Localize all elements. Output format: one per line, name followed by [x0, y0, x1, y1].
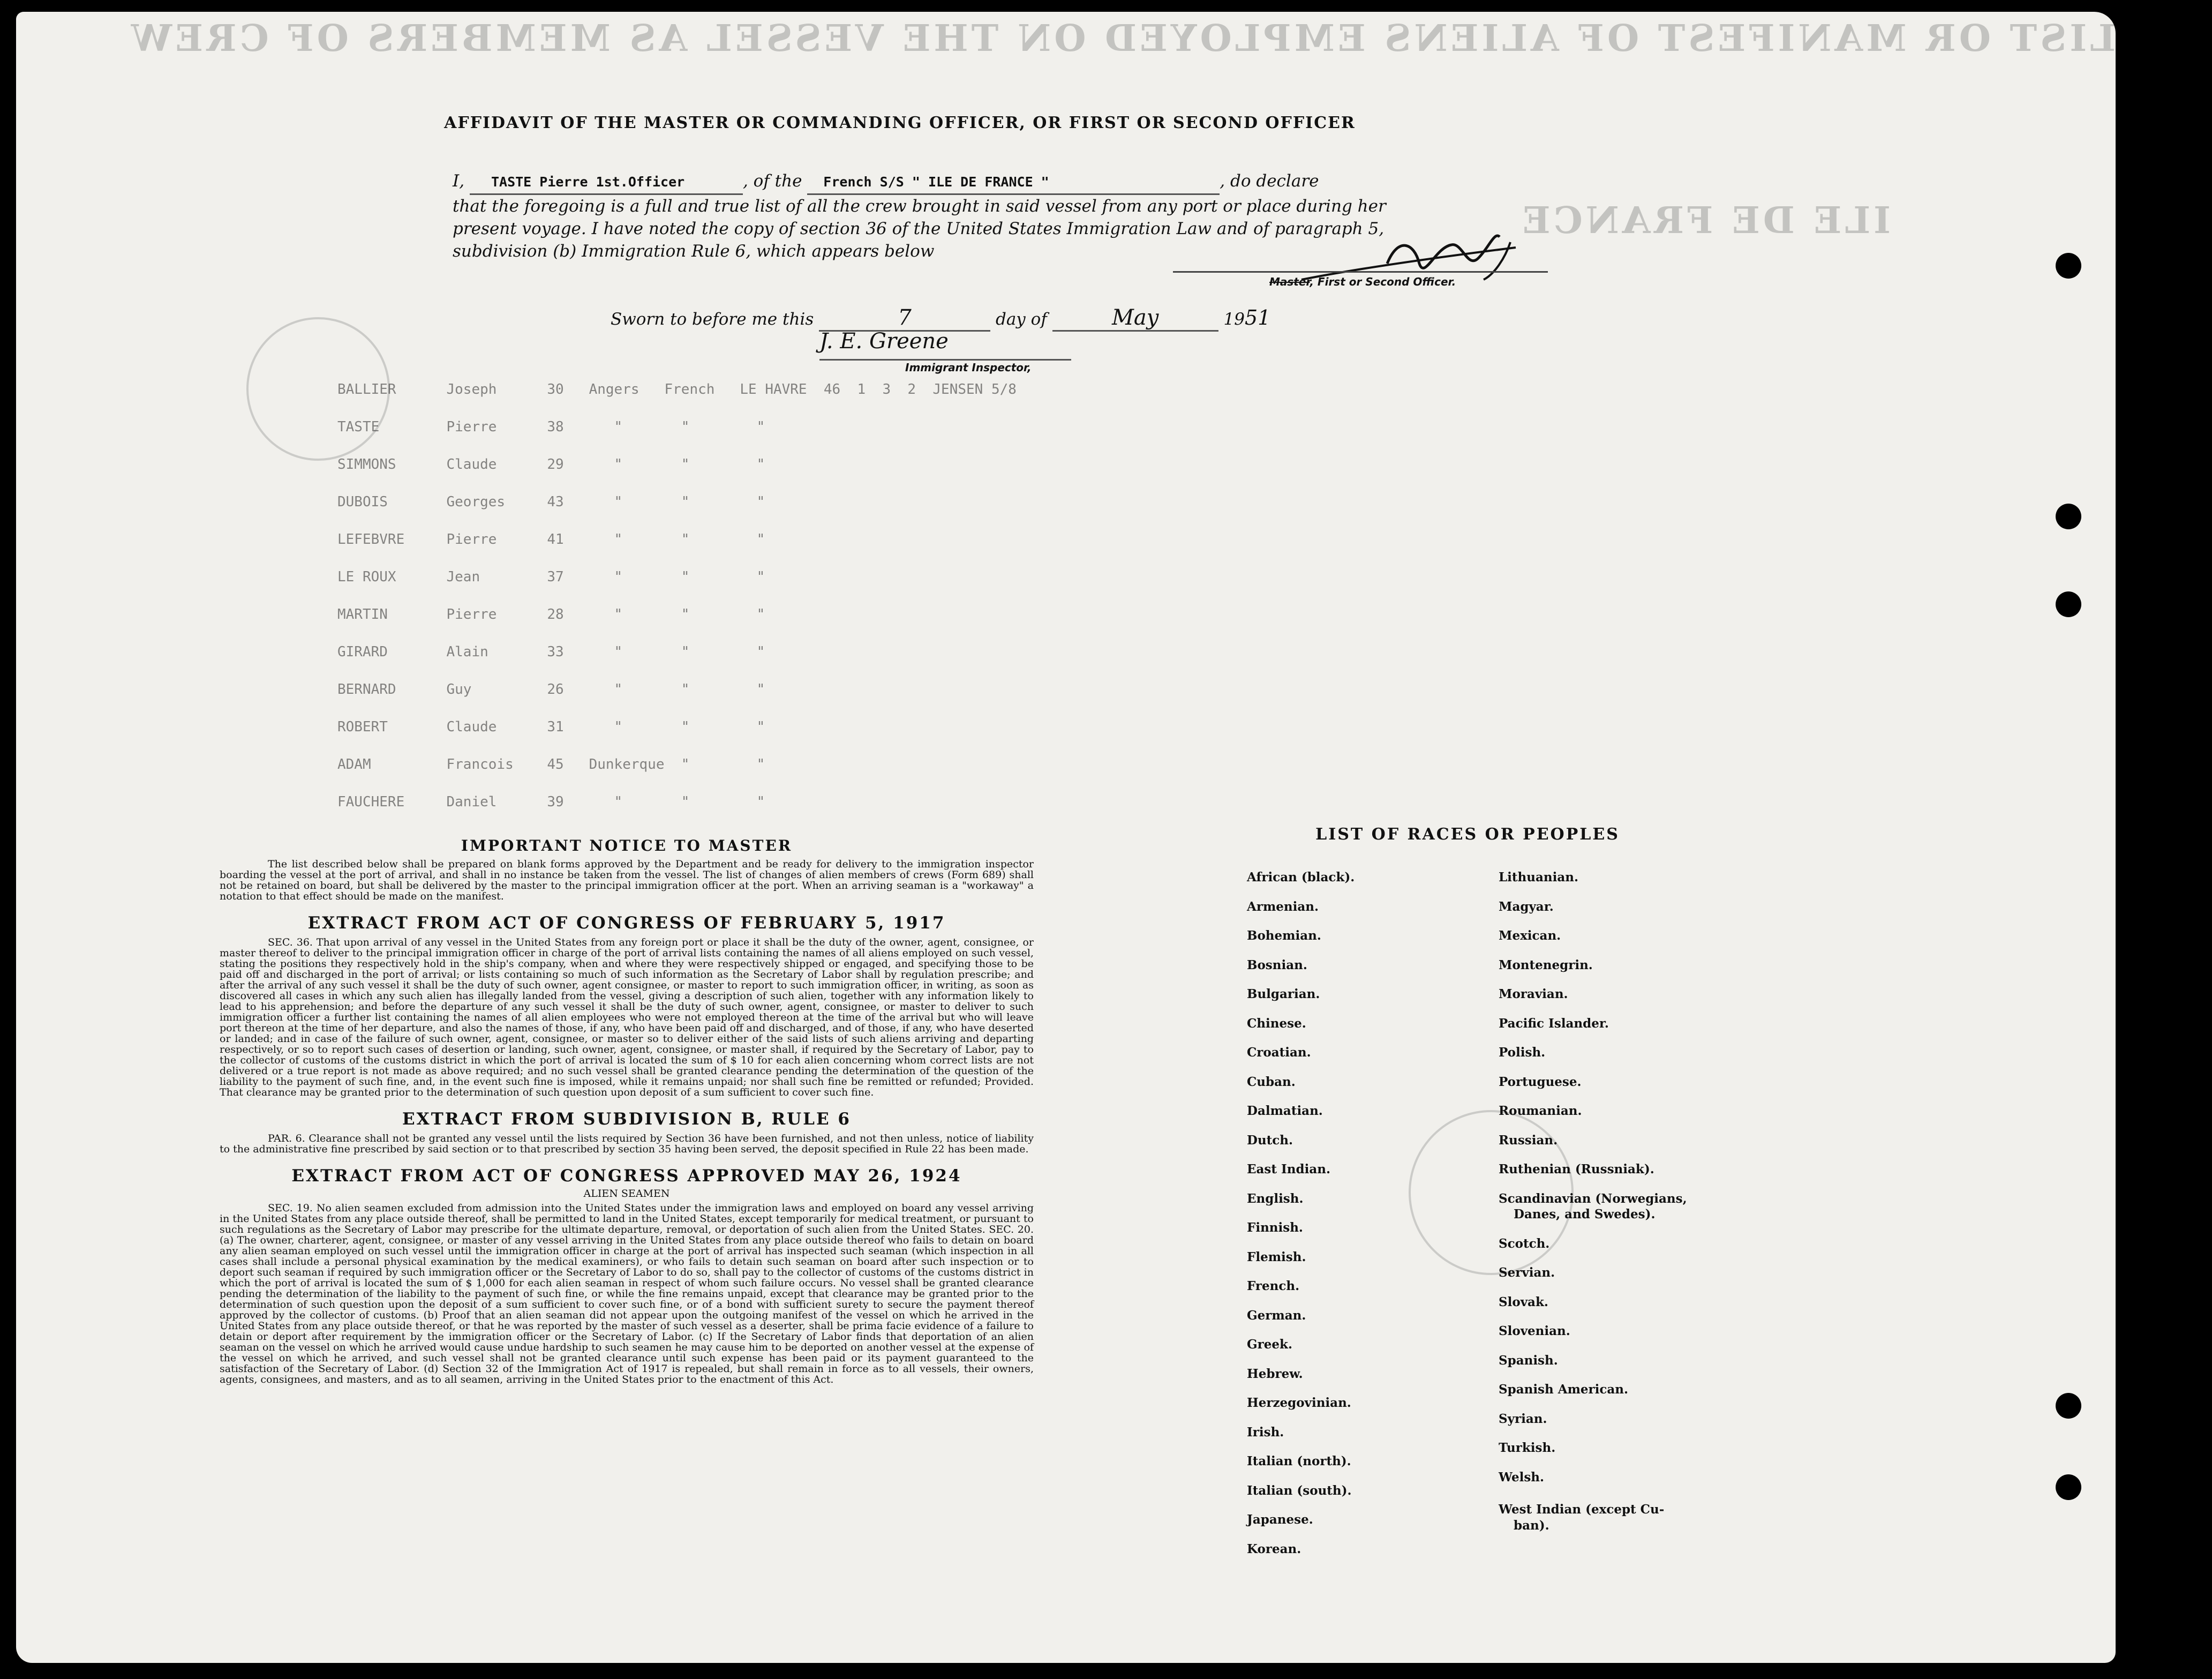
extract-1924-title: EXTRACT FROM ACT OF CONGRESS APPROVED MAY 26, 1924: [291, 1166, 962, 1186]
punch-hole: [2056, 253, 2081, 279]
race-item: Chinese.: [1247, 1016, 1306, 1031]
bleed-through-row: LE ROUX Jean 37 " " ": [337, 569, 765, 585]
manifest-page: [16, 12, 2116, 1663]
race-item: Dalmatian.: [1247, 1104, 1323, 1118]
affidavit-title: AFFIDAVIT OF THE MASTER OR COMMANDING OFFICER, OR FIRST OR SECOND OFFICER: [444, 114, 1356, 132]
bleed-through-row: TASTE Pierre 38 " " ": [337, 419, 765, 435]
race-item: Ruthenian (Russniak).: [1499, 1162, 1654, 1176]
sworn-day-field: 7: [819, 305, 990, 332]
notice-body: The list described below shall be prepared on blank forms approved by the Department and be ready for delivery to the immigration inspector boarding the vessel at the port of arrival, and shall in no instance be taken from the vessel. The list of changes of alien members of crews (Form 689) shall not be retained on board, but shall be delivered by the master to the principal immigration officer at the port. When an arriving seaman is a "workaway" a notation to that effect should be made on the manifest.: [220, 858, 1034, 902]
officer-name-field: TASTE Pierre 1st.Officer: [470, 171, 743, 195]
race-item: Welsh.: [1499, 1470, 1545, 1485]
bleed-through-row: DUBOIS Georges 43 " " ": [337, 494, 765, 510]
race-item: Hebrew.: [1247, 1366, 1303, 1381]
extract-1924-body: SEC. 19. No alien seamen excluded from admission into the United States under the immigration laws and employed on board any vessel arriving in the United States from any place outside thereof, shall be permitted to land in the United States, except temporarily for medical treatment, or pursuant to such regulations as the Secretary of Labor may prescribe for the ultimate departure, removal, or deportation of such alien from the United States. SEC. 20. (a) The owner, charterer, agent, consignee, or master of any vessel arriving in the United States from any place outside thereof who fails to detain on board any alien seaman employed on such vessel until the immigration officer in charge at the port of arrival has inspected such seaman (which inspection in all cases shall include a personal physical examination by the medical examiners), or who fails to detain such seaman on board after such inspection or to deport such seaman if required by such immigration officer or the Secretary of Labor to do so, shall pay to the collector of customs of the customs district in which the port of arrival is located the sum of $ 1,000 for each alien seaman in respect of whom such failure occurs. No vessel shall be granted clearance pending the determination of the liability to the payment of such fine, or while the fine remains unpaid, except that clearance may be granted prior to the determination of such question upon the deposit of a sum sufficient to cover such fine, or of a bond with sufficient surety to secure the payment thereof approved by the collector of customs. (b) Proof that an alien seaman did not appear upon the outgoing manifest of the vessel on which he arrived in the United States from any place outside thereof, or that he was reported by the master of such vessel as a deserter, shall be prima facie evidence of a failure to detain or deport after requirement by the immigration officer or the Secretary of Labor. (c) If the Secretary of Labor finds that deportation of an alien seaman on the vessel on which he arrived would cause undue hardship to such seamen he may cause him to be deported on another vessel at the expense of the vessel on which he arrived, and such vessel shall not be granted clearance until such expense has been paid or its payment guaranteed to the satisfaction of the Secretary of Labor. (d) Section 32 of the Immigration Act of 1917 is repealed, but shall remain in force as to all vessels, their owners, agents, consignees, and masters, and as to all seamen, arriving in the United States prior to the enactment of this Act.: [220, 1202, 1034, 1385]
race-item: East Indian.: [1247, 1162, 1330, 1176]
sworn-year-prefix: 19: [1223, 310, 1245, 329]
race-item: Slovenian.: [1499, 1324, 1570, 1339]
race-item: Japanese.: [1247, 1512, 1313, 1527]
race-item: Lithuanian.: [1499, 870, 1578, 885]
race-item: Korean.: [1247, 1541, 1301, 1556]
races-list: [1247, 870, 1729, 1566]
subdivision-title: EXTRACT FROM SUBDIVISION B, RULE 6: [402, 1110, 851, 1129]
race-item: Cuban.: [1247, 1074, 1296, 1089]
race-item: Spanish.: [1499, 1353, 1558, 1368]
race-item: Croatian.: [1247, 1045, 1311, 1060]
legal-column: [220, 837, 1034, 1385]
punch-hole: [2056, 591, 2081, 617]
race-item: Armenian.: [1247, 899, 1319, 914]
bleed-through-row: LEFEBVRE Pierre 41 " " ": [337, 531, 765, 548]
race-item: Flemish.: [1247, 1249, 1306, 1264]
punch-hole: [2056, 1393, 2081, 1419]
race-item: German.: [1247, 1308, 1306, 1323]
extract-1917-body: SEC. 36. That upon arrival of any vessel in the United States from any foreign port or place it shall be the duty of the owner, agent, consignee, or master thereof to deliver to the principal immigration officer in charge of the port of arrival lists containing the names of all aliens employed on such vessel, stating the positions they respectively hold in the ship's company, when and where they were respectively shipped or engaged, and specifying those to be paid off and discharged in the port of arrival; or lists containing so much of such information as the Secretary of Labor shall by regulation prescribe; and after the arrival of any such vessel it shall be the duty of such owner, agent consignee, or master to report to such immigration officer, in writing, as soon as discovered all cases in which any such alien has illegally landed from the vessel, giving a description of such alien, together with any information likely to lead to his apprehension; and before the departure of any such vessel it shall be the duty of such owner, agent, consignee, or master to deliver to such immigration officer a further list containing the names of all alien employees who were not employed thereon at the time of the arrival but who will leave port thereon at the time of her departure, and also the names of those, if any, who have been paid off and discharged, and of those, if any, who have deserted or landed; and in case of the failure of such owner, agent, consignee, or master so to deliver either of the said lists of such aliens arriving and departing respectively, or so to report such cases of desertion or landing, such owner, agent, consignee, or master shall, if required by the Secretary of Labor, pay to the collector of customs of the customs district in which the port of arrival is located the sum of $ 10 for each alien concerning whom correct lists are not delivered or a true report is not made as above required; and no such vessel shall be granted clearance pending the determination of the question of the liability to the payment of such fine, and, in the event such fine is imposed, while it remains unpaid; nor shall such fine be remitted or refunded; Provided. That clearance may be granted prior to the determination of such question upon deposit of a sum sufficient to cover such fine.: [220, 936, 1034, 1098]
sworn-month-field: May: [1052, 305, 1218, 332]
race-item: Spanish American.: [1499, 1382, 1629, 1397]
race-item: Finnish.: [1247, 1220, 1303, 1235]
race-item: Slovak.: [1499, 1294, 1548, 1309]
sworn-year-value: 51: [1244, 306, 1271, 329]
subdivision-body: PAR. 6. Clearance shall not be granted any vessel until the lists required by Section 36 have been furnished, and not then unless, notice of liability to the administrative fine prescribed by said section or to that prescribed by section 35 having been served, the deposit specified in Rule 22 has been made.: [220, 1133, 1034, 1155]
officer-caption-struck: Master: [1269, 275, 1310, 288]
race-item: Bosnian.: [1247, 957, 1307, 972]
sworn-line: [611, 305, 1270, 332]
bleed-line-2: ILE DE FRANCE: [1519, 199, 1891, 242]
races-title: LIST OF RACES OR PEOPLES: [1315, 825, 1620, 844]
extract-1917-title: EXTRACT FROM ACT OF CONGRESS OF FEBRUARY 5, 1917: [307, 913, 946, 933]
race-item: African (black).: [1247, 870, 1355, 885]
race-item: Italian (north).: [1247, 1454, 1351, 1468]
race-item: Italian (south).: [1247, 1483, 1352, 1498]
race-item: Polish.: [1499, 1045, 1546, 1060]
bleed-through-row: BERNARD Guy 26 " " ": [337, 681, 765, 698]
affidavit-i: I,: [453, 171, 465, 191]
race-item: Russian.: [1499, 1133, 1558, 1148]
affidavit-do-declare: , do declare: [1220, 171, 1319, 191]
notice-title: IMPORTANT NOTICE TO MASTER: [461, 837, 793, 855]
affidavit-of-the: , of the: [742, 171, 802, 191]
race-item: Greek.: [1247, 1337, 1292, 1352]
punch-hole: [2056, 504, 2081, 529]
bleed-through-row: GIRARD Alain 33 " " ": [337, 644, 765, 660]
race-item: Moravian.: [1499, 987, 1568, 1001]
race-item: French.: [1247, 1279, 1300, 1293]
affidavit-line-1: [453, 170, 1497, 195]
race-item: West Indian (except Cu-: [1499, 1502, 1665, 1517]
race-item: Dutch.: [1247, 1133, 1293, 1148]
race-item: Syrian.: [1499, 1411, 1547, 1426]
bleed-through-row: ROBERT Claude 31 " " ": [337, 719, 765, 735]
race-item: Mexican.: [1499, 928, 1561, 943]
affidavit-line-4: subdivision (b) Immigration Rule 6, which appears below: [453, 242, 935, 261]
race-item: Portuguese.: [1499, 1074, 1582, 1089]
extract-1924-subtitle: ALIEN SEAMEN: [583, 1188, 670, 1200]
vessel-name-field: French S/S " ILE DE FRANCE ": [807, 171, 1220, 195]
bleed-through-row: MARTIN Pierre 28 " " ": [337, 606, 765, 623]
officer-signature-line: [1173, 271, 1548, 273]
bleed-through-row: BALLIER Joseph 30 Angers French LE HAVRE 46 1 3 2 JENSEN 5/8: [337, 381, 1017, 398]
punch-hole: [2056, 1474, 2081, 1500]
officer-caption-text: , First or Second Officer.: [1310, 275, 1456, 288]
race-item: Montenegrin.: [1499, 957, 1593, 972]
bleed-through-rows: [337, 381, 1998, 864]
race-item: Scotch.: [1499, 1236, 1550, 1251]
bleed-through-row: FAUCHERE Daniel 39 " " ": [337, 794, 765, 810]
race-item: Magyar.: [1499, 899, 1554, 914]
race-item: Roumanian.: [1499, 1104, 1582, 1118]
race-item: ban).: [1514, 1518, 1549, 1533]
bleed-line-1: LIST OR MANIFEST OF ALIENS EMPLOYED ON THE VESSEL AS MEMBERS OF CREW: [127, 17, 2116, 60]
race-item: Bulgarian.: [1247, 987, 1320, 1001]
race-item: Herzegovinian.: [1247, 1396, 1351, 1410]
bleed-through-row: ADAM Francois 45 Dunkerque " ": [337, 756, 765, 773]
bleed-through-row: SIMMONS Claude 29 " " ": [337, 456, 765, 473]
inspector-label: Immigrant Inspector,: [905, 361, 1032, 374]
race-item: Scandinavian (Norwegians,: [1499, 1191, 1687, 1206]
race-item: Bohemian.: [1247, 928, 1321, 943]
race-item: Danes, and Swedes).: [1514, 1207, 1656, 1222]
affidavit-line-2: that the foregoing is a full and true list of all the crew brought in said vessel from any port or place during her: [453, 197, 1386, 216]
race-item: English.: [1247, 1191, 1304, 1206]
affidavit-line-3: present voyage. I have noted the copy of section 36 of the United States Immigration Law and of paragraph 5,: [453, 219, 1385, 238]
race-item: Servian.: [1499, 1265, 1555, 1280]
race-item: Irish.: [1247, 1425, 1284, 1440]
race-item: Pacific Islander.: [1499, 1016, 1609, 1031]
officer-caption: [1269, 275, 1456, 288]
sworn-day-label: day of: [995, 310, 1047, 329]
inspector-signature: J. E. Greene: [819, 329, 1071, 361]
sworn-prefix: Sworn to before me this: [611, 310, 814, 329]
race-item: Turkish.: [1499, 1441, 1556, 1456]
